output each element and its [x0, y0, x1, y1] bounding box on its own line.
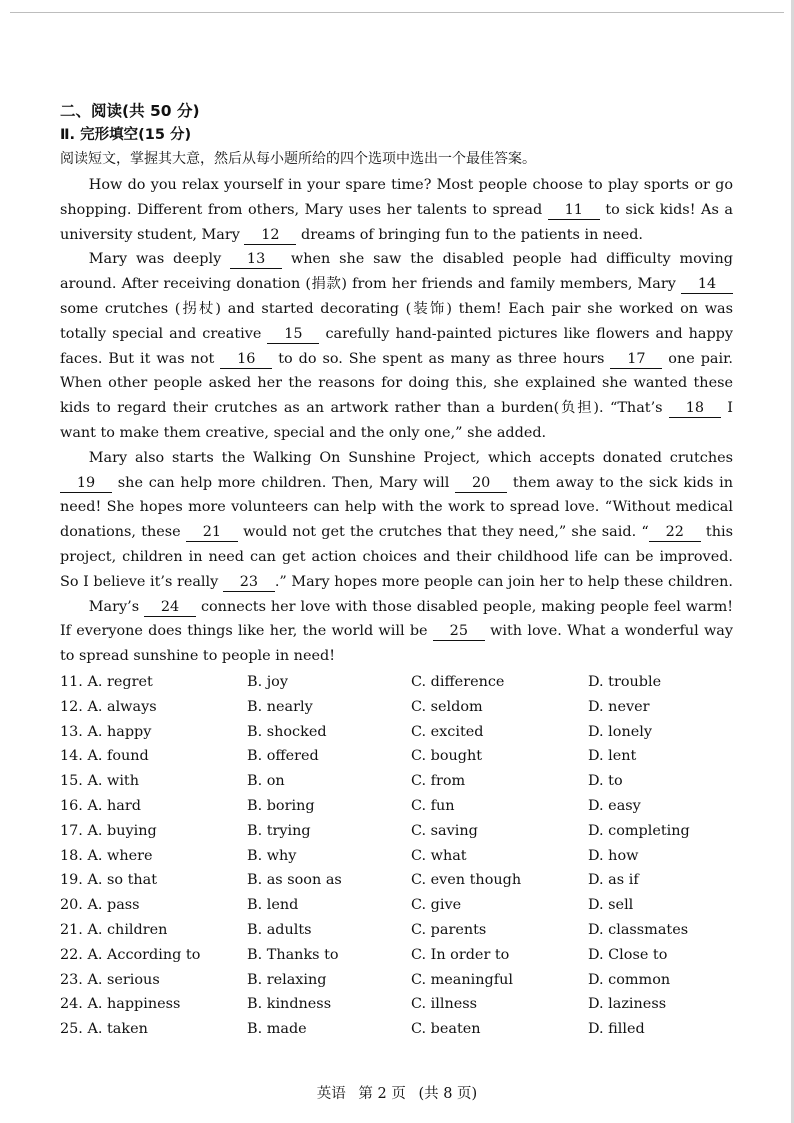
text-run: would not get the crutches that they need,” she said. “	[237, 524, 649, 541]
option-c: C. In order to	[411, 946, 510, 963]
option-a: 16. A. hard	[60, 797, 141, 814]
option-b: B. shocked	[247, 723, 327, 740]
blank-14: 14	[681, 276, 733, 294]
option-c: C. seldom	[411, 698, 483, 715]
option-a: 14. A. found	[60, 748, 149, 765]
question-row-17	[60, 819, 733, 844]
option-d: D. sell	[588, 897, 634, 914]
text-run: Mary also starts the Walking On Sunshine Project, which accepts donated crutches	[88, 449, 733, 466]
question-row-18	[60, 844, 733, 869]
option-d: D. to	[588, 773, 623, 790]
paragraph-1	[60, 173, 733, 247]
option-c: C. even though	[411, 872, 522, 889]
blank-13: 13	[230, 251, 282, 269]
question-row-22	[60, 943, 733, 968]
option-b: B. as soon as	[247, 872, 342, 889]
question-row-25	[60, 1017, 733, 1042]
option-c: C. excited	[411, 723, 484, 740]
option-d: D. filled	[588, 1021, 645, 1038]
option-b: B. adults	[247, 921, 312, 938]
option-a: 18. A. where	[60, 847, 153, 864]
option-a: 24. A. happiness	[60, 996, 181, 1013]
question-row-23	[60, 968, 733, 993]
option-c: C. difference	[411, 673, 505, 690]
option-c: C. illness	[411, 996, 478, 1013]
question-row-16	[60, 794, 733, 819]
page-footer	[0, 1082, 794, 1103]
paragraph-3	[60, 446, 733, 595]
option-a: 20. A. pass	[60, 897, 140, 914]
cloze-subtitle: Ⅱ. 完形填空(15 分)	[60, 127, 192, 143]
question-row-11	[60, 670, 733, 695]
text-run: Mary’s	[88, 598, 145, 615]
answer-options	[60, 670, 733, 1042]
text-run: Mary was deeply	[88, 251, 231, 268]
option-b: B. why	[247, 847, 297, 864]
blank-24: 24	[144, 599, 196, 617]
option-c: C. bought	[411, 748, 483, 765]
option-b: B. relaxing	[247, 971, 327, 988]
question-row-12	[60, 695, 733, 720]
question-row-13	[60, 720, 733, 745]
question-row-24	[60, 992, 733, 1017]
blank-23: 23	[223, 574, 275, 592]
text-run: this project, children in need can get action choices and their childhood life can be improved. So I believe it’s really	[60, 524, 733, 590]
option-a: 19. A. so that	[60, 872, 158, 889]
option-d: D. as if	[588, 872, 639, 889]
footer-subject: 英语	[316, 1086, 346, 1102]
option-a: 23. A. serious	[60, 971, 160, 988]
option-d: D. completing	[588, 822, 690, 839]
option-a: 15. A. with	[60, 773, 139, 790]
text-run: to do so. She spent as many as three hours	[272, 350, 611, 367]
option-a: 11. A. regret	[60, 673, 153, 690]
option-a: 12. A. always	[60, 698, 157, 715]
option-a: 13. A. happy	[60, 723, 152, 740]
option-b: B. Thanks to	[247, 946, 339, 963]
option-d: D. Close to	[588, 946, 668, 963]
option-d: D. never	[588, 698, 650, 715]
option-c: C. give	[411, 897, 462, 914]
option-a: 17. A. buying	[60, 822, 157, 839]
section-title: 二、阅读(共 50 分)	[60, 102, 200, 120]
option-c: C. what	[411, 847, 467, 864]
blank-11: 11	[548, 202, 600, 220]
paragraph-4	[60, 595, 733, 669]
paragraph-2	[60, 247, 733, 445]
option-b: B. nearly	[247, 698, 313, 715]
option-d: D. how	[588, 847, 639, 864]
question-row-14	[60, 744, 733, 769]
option-d: D. easy	[588, 797, 641, 814]
text-run: I want to make them creative, special and the only one,” she added.	[60, 400, 733, 441]
option-b: B. offered	[247, 748, 319, 765]
option-a: 21. A. children	[60, 921, 168, 938]
blank-17: 17	[610, 351, 662, 369]
blank-12: 12	[244, 227, 296, 245]
exam-page	[60, 100, 733, 1042]
footer-total-pages: (共 8 页)	[418, 1086, 478, 1102]
blank-21: 21	[186, 524, 238, 542]
text-run: connects her love with those disabled people, making people feel warm! If everyone does things like her, the world will be	[60, 598, 733, 640]
question-row-21	[60, 918, 733, 943]
page-top-rule	[10, 12, 784, 13]
option-d: D. lent	[588, 748, 637, 765]
blank-20: 20	[455, 475, 507, 493]
text-run: some crutches (拐杖) and started decorating (装饰) them! Each pair she worked on was totally special and creative	[60, 300, 733, 342]
text-run: one pair. When other people asked her the reasons for doing this, she explained she wanted these kids to regard their crutches as an artwork rather than a burden(负担). “That’s	[60, 350, 733, 417]
text-run: them away to the sick kids in need! She hopes more volunteers can help with the work to spread love. “Without medical donations, these	[60, 474, 733, 541]
blank-25: 25	[433, 623, 485, 641]
option-d: D. laziness	[588, 996, 667, 1013]
option-c: C. from	[411, 773, 466, 790]
text-run: to sick kids! As a university student, Mary	[60, 201, 733, 243]
option-b: B. made	[247, 1021, 307, 1038]
blank-16: 16	[220, 351, 272, 369]
text-run: dreams of bringing fun to the patients in need.	[296, 226, 644, 243]
option-b: B. kindness	[247, 996, 332, 1013]
blank-18: 18	[669, 400, 721, 418]
option-d: D. classmates	[588, 921, 689, 938]
option-b: B. boring	[247, 797, 315, 814]
option-b: B. joy	[247, 673, 288, 690]
blank-22: 22	[649, 524, 701, 542]
option-d: D. trouble	[588, 673, 662, 690]
option-a: 25. A. taken	[60, 1021, 148, 1038]
cloze-passage	[60, 173, 733, 669]
option-a: 22. A. According to	[60, 946, 201, 963]
option-c: C. parents	[411, 921, 487, 938]
blank-19: 19	[60, 475, 112, 493]
option-c: C. meaningful	[411, 971, 513, 988]
text-run: How do you relax yourself in your spare time? Most people choose to play sports or go shopping. Different from others, Mary uses her talents to spread	[60, 177, 733, 218]
option-d: D. lonely	[588, 723, 652, 740]
question-row-20	[60, 893, 733, 918]
option-b: B. trying	[247, 822, 311, 839]
instructions: 阅读短文，掌握其大意，然后从每小题所给的四个选项中选出一个最佳答案。	[60, 151, 536, 167]
text-run: .” Mary hopes more people can join her to help these children.	[274, 573, 733, 590]
text-run: when she saw the disabled people had difficulty moving around. After receiving donation (捐款) from her friends and family members, Mary	[60, 251, 733, 293]
option-c: C. beaten	[411, 1021, 481, 1038]
option-c: C. fun	[411, 797, 455, 814]
question-row-19	[60, 868, 733, 893]
option-b: B. lend	[247, 897, 299, 914]
text-run: she can help more children. Then, Mary will	[112, 474, 456, 491]
text-run: with love. What a wonderful way to spread sunshine to people in need!	[60, 623, 733, 665]
option-d: D. common	[588, 971, 671, 988]
blank-15: 15	[267, 326, 319, 344]
option-b: B. on	[247, 773, 285, 790]
footer-page-number: 第 2 页	[358, 1086, 406, 1102]
text-run: carefully hand-painted pictures like flowers and happy faces. But it was not	[60, 325, 733, 367]
option-c: C. saving	[411, 822, 478, 839]
question-row-15	[60, 769, 733, 794]
